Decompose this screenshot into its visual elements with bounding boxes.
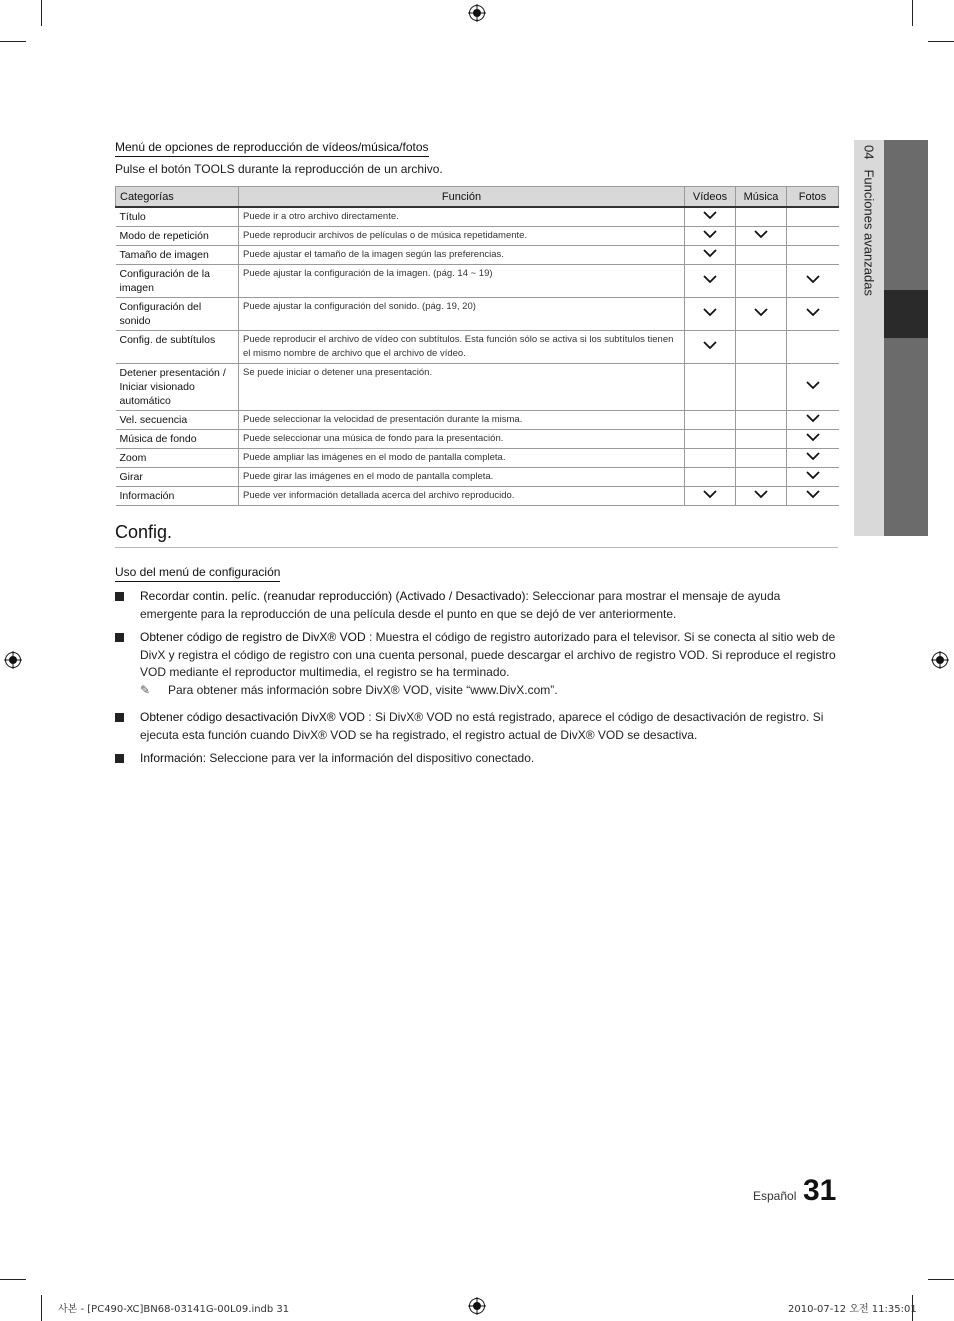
section-heading: Menú de opciones de reproducción de vídeos/música/fotos [115,140,429,157]
checkmark-icon [703,248,717,258]
row-music-cell [736,411,787,430]
row-function: Puede reproducir archivos de películas o de música repetidamente. [239,227,685,246]
row-category: Config. de subtítulos [116,331,239,364]
table-row [116,207,839,227]
config-item-title: Información [140,751,203,765]
checkmark-icon [703,210,717,220]
bullet-square-icon [115,592,124,601]
checkmark-icon [806,274,820,284]
row-function: Puede reproducir el archivo de vídeo con subtítulos. Esta función sólo se activa si los subtítulos tienen el mismo nombre de archivo que el archivo de vídeo. [239,331,685,364]
row-function: Puede ir a otro archivo directamente. [239,207,685,227]
row-music-cell [736,298,787,331]
registration-mark-icon [931,651,949,669]
row-photos-cell [787,246,839,265]
row-function: Puede ajustar el tamaño de la imagen según las preferencias. [239,246,685,265]
row-videos-cell [685,331,736,364]
table-row [116,364,839,411]
header-videos: Vídeos [685,187,736,208]
checkmark-icon [806,489,820,499]
row-category: Tamaño de imagen [116,246,239,265]
config-item [115,629,839,682]
row-photos-cell [787,331,839,364]
row-photos-cell [787,207,839,227]
row-music-cell [736,246,787,265]
row-music-cell [736,430,787,449]
table-row [116,468,839,487]
table-row [116,246,839,265]
row-function: Se puede iniciar o detener una presentación. [239,364,685,411]
chapter-title: Funciones avanzadas [861,169,877,296]
table-row [116,487,839,506]
row-videos-cell [685,430,736,449]
row-videos-cell [685,227,736,246]
chapter-tab-block [884,338,928,536]
config-item-text: : Muestra el código de registro autorizado para el televisor. Si se conecta al sitio web de DivX y registra el código de registro con una cuenta personal, puede descargar el archivo de registro VOD. Si reproduce el registro VOD mediante el reproductor multimedia, el registro se ha terminado. [140,630,836,679]
row-function: Puede ampliar las imágenes en el modo de pantalla completa. [239,449,685,468]
checkmark-icon [703,307,717,317]
table-row [116,411,839,430]
footer-language: Español [753,1189,797,1203]
checkmark-icon [806,451,820,461]
row-music-cell [736,331,787,364]
row-category: Título [116,207,239,227]
checkmark-icon [754,307,768,317]
config-item-title: Recordar contin. pelíc. (reanudar reproducción) (Activado / Desactivado) [140,589,526,603]
row-category: Detener presentación / Iniciar visionado automático [116,364,239,411]
config-title: Config. [115,522,838,548]
crop-mark [912,0,913,26]
row-photos-cell [787,430,839,449]
row-music-cell [736,207,787,227]
crop-mark [41,1295,42,1321]
row-music-cell [736,227,787,246]
row-category: Modo de repetición [116,227,239,246]
config-item-title: Obtener código desactivación DivX® VOD [140,710,365,724]
config-subheading: Uso del menú de configuración [115,565,280,582]
row-function: Puede girar las imágenes en el modo de pantalla completa. [239,468,685,487]
config-item [115,588,839,623]
table-row [116,227,839,246]
row-function: Puede seleccionar una música de fondo para la presentación. [239,430,685,449]
checkmark-icon [703,229,717,239]
note-text: Para obtener más información sobre DivX® VOD, visite “www.DivX.com”. [168,683,558,697]
registration-mark-icon [468,4,486,22]
row-videos-cell [685,449,736,468]
row-category: Girar [116,468,239,487]
row-function: Puede ajustar la configuración del sonido. (pág. 19, 20) [239,298,685,331]
row-videos-cell [685,468,736,487]
checkmark-icon [806,470,820,480]
table-row [116,331,839,364]
intro-text: Pulse el botón TOOLS durante la reproducción de un archivo. [115,162,443,176]
note [140,683,558,697]
row-function: Puede ver información detallada acerca del archivo reproducido. [239,487,685,506]
chapter-tab-block [884,140,928,290]
print-timestamp: 2010-07-12 오전 11:35:01 [788,1304,917,1315]
row-function: Puede ajustar la configuración de la imagen. (pág. 14 ~ 19) [239,265,685,298]
crop-mark [928,41,954,42]
checkmark-icon [806,307,820,317]
checkmark-icon [703,489,717,499]
table-row [116,449,839,468]
chapter-tab-active-marker [884,290,928,338]
registration-mark-icon [468,1297,486,1315]
checkmark-icon [754,489,768,499]
header-photos: Fotos [787,187,839,208]
row-category: Información [116,487,239,506]
table-header-row [116,187,839,208]
bullet-square-icon [115,754,124,763]
row-videos-cell [685,364,736,411]
row-category: Vel. secuencia [116,411,239,430]
row-photos-cell [787,411,839,430]
config-item-text: : Si DivX® VOD no está registrado, aparece el código de desactivación de registro. Si ejecuta esta función cuando DivX® VOD se ha registrado, el registro actual de DivX® VOD se desactiva. [140,710,824,742]
header-categories: Categorías [116,187,239,208]
row-category: Configuración del sonido [116,298,239,331]
crop-mark [0,1279,26,1280]
row-photos-cell [787,449,839,468]
bullet-square-icon [115,713,124,722]
table-row [116,298,839,331]
config-item-text: : Seleccionar para mostrar el mensaje de ayuda emergente para la reproducción de una película desde el punto en que se dejó de ver anteriormente. [140,589,781,621]
registration-mark-icon [4,651,22,669]
row-videos-cell [685,246,736,265]
checkmark-icon [703,274,717,284]
bullet-square-icon [115,633,124,642]
row-photos-cell [787,265,839,298]
row-music-cell [736,364,787,411]
row-category: Configuración de la imagen [116,265,239,298]
config-item [115,750,839,768]
row-videos-cell [685,411,736,430]
checkmark-icon [806,380,820,390]
pencil-note-icon: ✎ [140,683,151,697]
page-number: 31 [803,1174,837,1207]
row-category: Música de fondo [116,430,239,449]
row-photos-cell [787,298,839,331]
chapter-tab-label [862,145,877,296]
crop-mark [0,41,26,42]
row-videos-cell [685,487,736,506]
row-music-cell [736,468,787,487]
row-videos-cell [685,207,736,227]
row-music-cell [736,265,787,298]
header-music: Música [736,187,787,208]
row-photos-cell [787,487,839,506]
row-photos-cell [787,364,839,411]
checkmark-icon [703,340,717,350]
print-file-info: 사본 - [PC490-XC]BN68-03141G-00L09.indb 31 [58,1304,290,1315]
table-row [116,430,839,449]
crop-mark [41,0,42,26]
checkmark-icon [754,229,768,239]
row-music-cell [736,487,787,506]
row-photos-cell [787,227,839,246]
checkmark-icon [806,413,820,423]
row-music-cell [736,449,787,468]
row-photos-cell [787,468,839,487]
crop-mark [928,1279,954,1280]
checkmark-icon [806,432,820,442]
table-row [116,265,839,298]
chapter-number: 04 [861,145,877,160]
row-videos-cell [685,298,736,331]
config-item-title: Obtener código de registro de DivX® VOD [140,630,366,644]
header-function: Función [239,187,685,208]
row-category: Zoom [116,449,239,468]
config-item [115,709,839,744]
row-videos-cell [685,265,736,298]
row-function: Puede seleccionar la velocidad de presentación durante la misma. [239,411,685,430]
options-table [115,186,839,506]
config-item-text: : Seleccione para ver la información del dispositivo conectado. [202,751,535,765]
